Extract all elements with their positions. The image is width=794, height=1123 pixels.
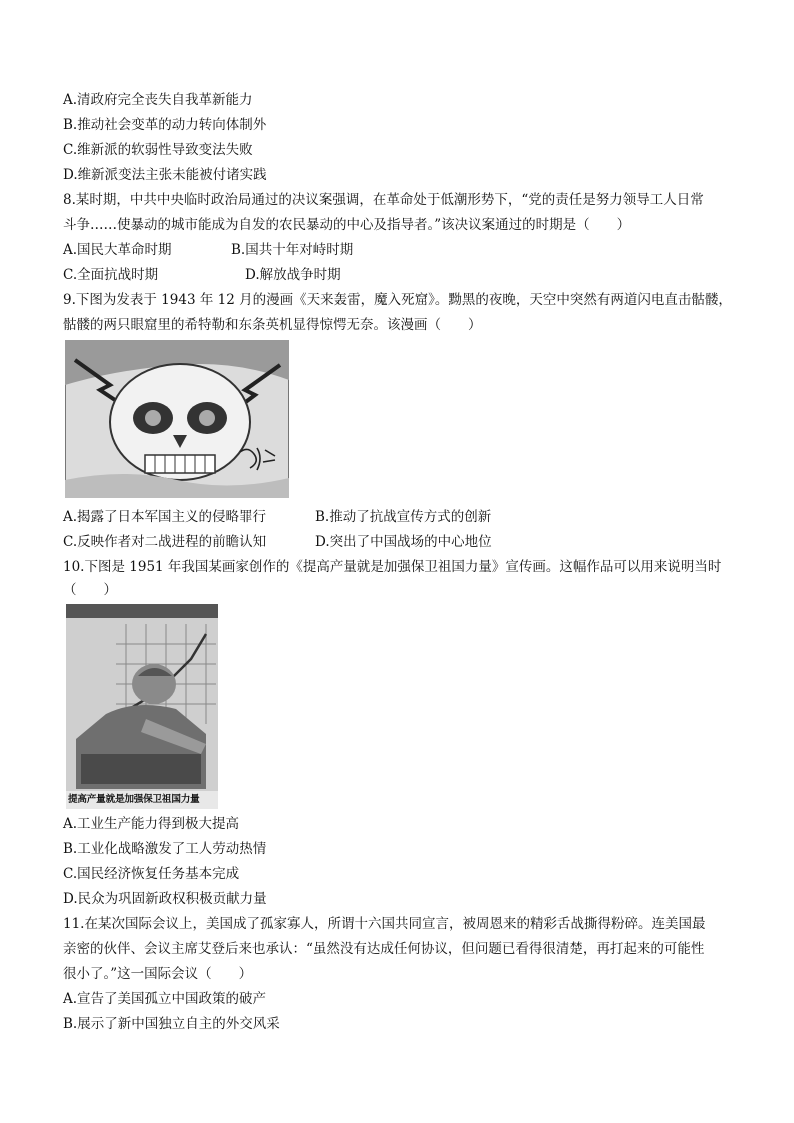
q11-option-a: A.宣告了美国孤立中国政策的破产 — [63, 991, 267, 1007]
q11-option-b: B.展示了新中国独立自主的外交风采 — [63, 1016, 280, 1032]
q7-option-c: C.维新派的软弱性导致变法失败 — [63, 142, 253, 158]
q8-option-a: A.国民大革命时期 — [63, 242, 172, 258]
q11-stem-line1: 11.在某次国际会议上，美国成了孤家寡人，所谓十六国共同宣言，被周恩来的精彩舌战撕得粉碎。连美国最 — [63, 916, 706, 932]
q10-stem-line2: （ ） — [63, 582, 117, 598]
q8-stem-line1: 8.某时期，中共中央临时政治局通过的决议案强调，在革命处于低潮形势下，“党的责任是努力领导工人日常 — [63, 192, 704, 208]
q9-option-d: D.突出了中国战场的中心地位 — [315, 534, 492, 550]
q7-option-a: A.清政府完全丧失自我革新能力 — [63, 92, 253, 108]
skull-cartoon-drawing — [65, 340, 289, 498]
q9-option-b: B.推动了抗战宣传方式的创新 — [315, 509, 492, 525]
q9-option-a: A.揭露了日本军国主义的侵略罪行 — [63, 509, 267, 525]
q8-options-row1 — [63, 240, 743, 260]
q10-stem-line1: 10.下图是 1951 年我国某画家创作的《提高产量就是加强保卫祖国力量》宣传画。这幅作品可以用来说明当时 — [63, 559, 722, 575]
q7-option-b: B.推动社会变革的动力转向体制外 — [63, 117, 267, 133]
q10-option-a: A.工业生产能力得到极大提高 — [63, 816, 240, 832]
production-poster-drawing — [66, 604, 218, 809]
q9-options-row2 — [63, 532, 743, 552]
q9-options-row1 — [63, 507, 743, 527]
q8-options-row2 — [63, 265, 743, 285]
q8-option-d: D.解放战争时期 — [245, 267, 341, 283]
q8-option-c: C.全面抗战时期 — [63, 267, 159, 283]
q10-option-b: B.工业化战略激发了工人劳动热情 — [63, 841, 267, 857]
q8-stem-line2: 斗争……使暴动的城市能成为自发的农民暴动的中心及指导者。”该决议案通过的时期是（ ） — [63, 217, 631, 233]
q9-stem-line1: 9.下图为发表于 1943 年 12 月的漫画《天来轰雷，魔入死窟》。黝黑的夜晚，天空中突然有两道闪电直击骷髅， — [63, 292, 732, 308]
skull-cartoon-image — [65, 340, 289, 498]
production-poster-image — [66, 604, 218, 809]
q9-stem-line2: 骷髅的两只眼窟里的希特勒和东条英机显得惊愕无奈。该漫画（ ） — [63, 317, 482, 333]
q10-option-c: C.国民经济恢复任务基本完成 — [63, 866, 240, 882]
q11-stem-line2: 亲密的伙伴、会议主席艾登后来也承认：“虽然没有达成任何协议，但问题已看得很清楚，再打起来的可能性 — [63, 941, 705, 957]
q8-option-b: B.国共十年对峙时期 — [231, 242, 354, 258]
q11-stem-line3: 很小了。”这一国际会议（ ） — [63, 966, 253, 982]
q10-option-d: D.民众为巩固新政权积极贡献力量 — [63, 891, 267, 907]
poster-caption: 提高产量就是加强保卫祖国力量 — [68, 794, 200, 805]
q7-option-d: D.维新派变法主张未能被付诸实践 — [63, 167, 267, 183]
q9-option-c: C.反映作者对二战进程的前瞻认知 — [63, 534, 267, 550]
